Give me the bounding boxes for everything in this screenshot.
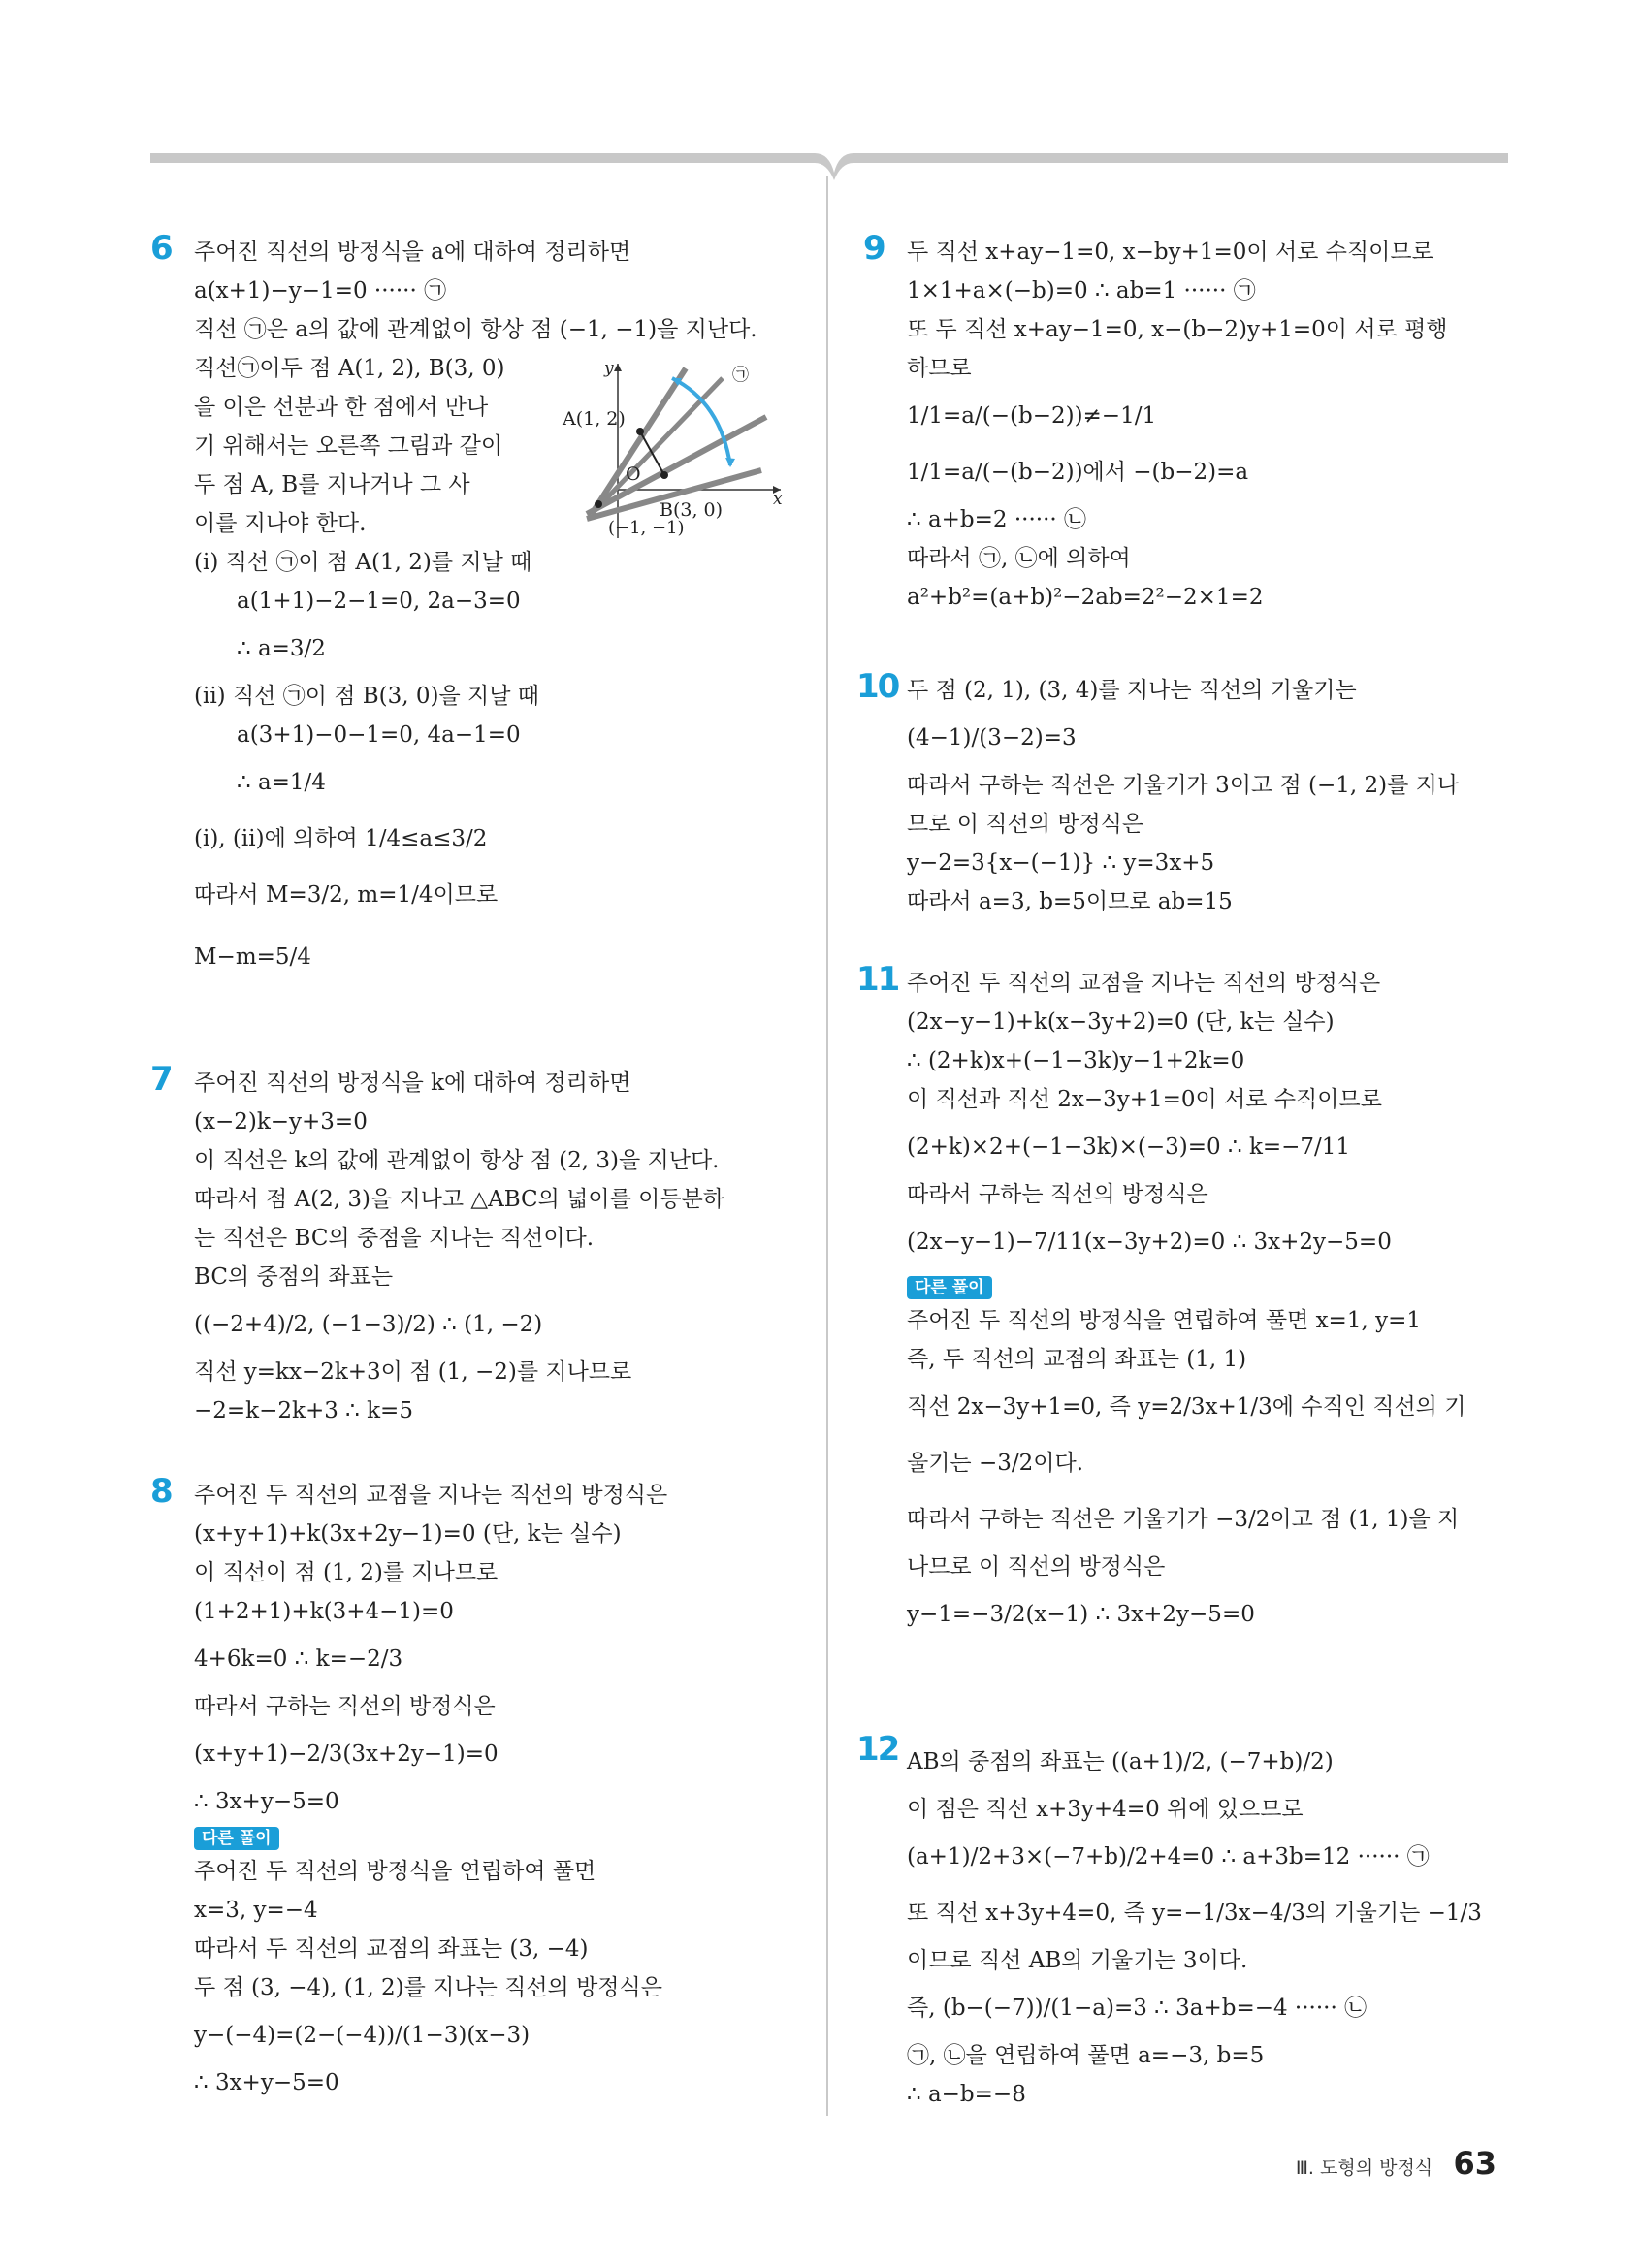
problem-11 bbox=[856, 960, 1508, 1643]
text-line: y−(−4)=(2−(−4))/(1−3)(x−3) bbox=[194, 2023, 531, 2048]
text-line: x=3, y=−4 bbox=[194, 1898, 318, 1923]
text-line: −2=k−2k+3 ∴ k=5 bbox=[194, 1398, 413, 1423]
text-line: (4−1)/(3−2)=3 bbox=[907, 725, 1077, 751]
problem-10 bbox=[856, 667, 1508, 921]
text-line: (x−2)k−y+3=0 bbox=[194, 1109, 368, 1134]
text-line: 따라서 구하는 직선은 기울기가 −3/2이고 점 (1, 1)을 지 bbox=[907, 1507, 1460, 1532]
point-b-label: B(3, 0) bbox=[660, 499, 724, 521]
text-line: 따라서 ㉠, ㉡에 의하여 bbox=[907, 546, 1131, 571]
text-line: ∴ 3x+y−5=0 bbox=[194, 1789, 339, 1814]
text-line: 1×1+a×(−b)=0 ∴ ab=1 ······ ㉠ bbox=[907, 278, 1256, 303]
text-line: 하므로 bbox=[907, 356, 972, 381]
text-line: a(1+1)−2−1=0, 2a−3=0 bbox=[237, 589, 521, 614]
text-line: 또 두 직선 x+ay−1=0, x−(b−2)y+1=0이 서로 평행 bbox=[907, 317, 1448, 342]
text-line: 따라서 a=3, b=5이므로 ab=15 bbox=[907, 889, 1233, 914]
text-line: 두 직선 x+ay−1=0, x−by+1=0이 서로 수직이므로 bbox=[907, 240, 1433, 265]
top-divider-bar bbox=[150, 144, 1508, 182]
text-line: 직선 y=kx−2k+3이 점 (1, −2)를 지나므로 bbox=[194, 1359, 632, 1385]
text-line: 두 점 (2, 1), (3, 4)를 지나는 직선의 기울기는 bbox=[907, 678, 1357, 703]
text-line: 즉, 두 직선의 교점의 좌표는 (1, 1) bbox=[907, 1347, 1247, 1372]
point-a-label: A(1, 2) bbox=[563, 408, 626, 430]
text-line: 직선 ㉠은 a의 값에 관계없이 항상 점 (−1, −1)을 지난다. bbox=[194, 317, 757, 342]
text-line: (2x−y−1)+k(x−3y+2)=0 (단, k는 실수) bbox=[907, 1009, 1335, 1035]
text-line: 주어진 직선의 방정식을 a에 대하여 정리하면 bbox=[194, 240, 631, 265]
text-line: ∴ 3x+y−5=0 bbox=[194, 2070, 339, 2095]
text-line: 이 직선이 점 (1, 2)를 지나므로 bbox=[194, 1560, 499, 1585]
text-line: a²+b²=(a+b)²−2ab=2²−2×1=2 bbox=[907, 585, 1264, 610]
text-line: 따라서 구하는 직선은 기울기가 3이고 점 (−1, 2)를 지나 bbox=[907, 773, 1460, 798]
text-line: ∴ a=3/2 bbox=[237, 636, 326, 661]
text-line: (ⅰ), (ⅱ)에 의하여 1/4≤a≤3/2 bbox=[194, 826, 488, 851]
text-line: 두 점 (3, −4), (1, 2)를 지나는 직선의 방정식은 bbox=[194, 1975, 662, 2000]
text-line: ∴ a−b=−8 bbox=[907, 2082, 1026, 2107]
text-line: 1/1=a/(−(b−2))≠−1/1 bbox=[907, 403, 1157, 429]
text-line: 따라서 M=3/2, m=1/4이므로 bbox=[194, 882, 499, 908]
text-line: 나므로 이 직선의 방정식은 bbox=[907, 1554, 1166, 1580]
text-line: 주어진 두 직선의 방정식을 연립하여 풀면 bbox=[194, 1859, 596, 1884]
problem-number: 11 bbox=[856, 960, 899, 999]
text-line: 기 위해서는 오른쪽 그림과 같이 bbox=[194, 433, 503, 459]
problem-9 bbox=[863, 229, 1508, 617]
text-line: 즉, (b−(−7))/(1−a)=3 ∴ 3a+b=−4 ······ ㉡ bbox=[907, 1996, 1368, 2021]
origin-label: O bbox=[626, 463, 641, 485]
text-line: 직선㉠이두 점 A(1, 2), B(3, 0) bbox=[194, 356, 505, 381]
text-line: 두 점 A, B를 지나거나 그 사 bbox=[194, 472, 470, 497]
text-line: 주어진 두 직선의 방정식을 연립하여 풀면 x=1, y=1 bbox=[907, 1308, 1421, 1333]
text-line: 주어진 직선의 방정식을 k에 대하여 정리하면 bbox=[194, 1070, 631, 1096]
text-line: (ⅱ) 직선 ㉠이 점 B(3, 0)을 지날 때 bbox=[194, 684, 540, 709]
text-line: 4+6k=0 ∴ k=−2/3 bbox=[194, 1646, 403, 1672]
text-line: (a+1)/2+3×(−7+b)/2+4=0 ∴ a+3b=12 ······ ㉠ bbox=[907, 1844, 1430, 1869]
alt-solution-badge: 다른 풀이 bbox=[194, 1827, 279, 1850]
text-line: y−1=−3/2(x−1) ∴ 3x+2y−5=0 bbox=[907, 1602, 1255, 1627]
page-footer bbox=[1296, 2145, 1497, 2182]
column-divider bbox=[826, 176, 828, 2116]
text-line: 이를 지나야 한다. bbox=[194, 511, 367, 536]
text-line: ((−2+4)/2, (−1−3)/2) ∴ (1, −2) bbox=[194, 1312, 543, 1337]
text-line: y−2=3{x−(−1)} ∴ y=3x+5 bbox=[907, 850, 1215, 876]
problem-6 bbox=[150, 229, 795, 991]
text-line: 또 직선 x+3y+4=0, 즉 y=−1/3x−4/3의 기울기는 −1/3 bbox=[907, 1901, 1482, 1926]
text-line: BC의 중점의 좌표는 bbox=[194, 1264, 394, 1290]
text-line: (2+k)×2+(−1−3k)×(−3)=0 ∴ k=−7/11 bbox=[907, 1134, 1351, 1160]
text-line: (ⅰ) 직선 ㉠이 점 A(1, 2)를 지날 때 bbox=[194, 550, 532, 575]
problem-8 bbox=[150, 1472, 795, 2102]
circle-mark-label: ㉠ bbox=[732, 366, 749, 385]
text-line: 따라서 구하는 직선의 방정식은 bbox=[194, 1694, 496, 1719]
problem-number: 8 bbox=[150, 1472, 172, 1511]
text-line: a(3+1)−0−1=0, 4a−1=0 bbox=[237, 722, 521, 748]
text-line: 따라서 점 A(2, 3)을 지나고 △ABC의 넓이를 이등분하 bbox=[194, 1187, 725, 1212]
page-number: 63 bbox=[1453, 2145, 1497, 2182]
text-line: 직선 2x−3y+1=0, 즉 y=2/3x+1/3에 수직인 직선의 기 bbox=[907, 1394, 1466, 1420]
text-line: 주어진 두 직선의 교점을 지나는 직선의 방정식은 bbox=[907, 971, 1381, 996]
text-line: 을 이은 선분과 한 점에서 만나 bbox=[194, 395, 489, 420]
text-line: (1+2+1)+k(3+4−1)=0 bbox=[194, 1599, 454, 1624]
line-graph-figure bbox=[558, 359, 781, 543]
text-line: 따라서 두 직선의 교점의 좌표는 (3, −4) bbox=[194, 1936, 589, 1962]
text-line: a(x+1)−y−1=0 ······ ㉠ bbox=[194, 278, 447, 303]
text-line: 이므로 직선 AB의 기울기는 3이다. bbox=[907, 1948, 1248, 1973]
problem-number: 6 bbox=[150, 229, 172, 268]
text-line: (x+y+1)−2/3(3x+2y−1)=0 bbox=[194, 1741, 499, 1767]
text-line: 는 직선은 BC의 중점을 지나는 직선이다. bbox=[194, 1226, 595, 1251]
section-title: Ⅲ. 도형의 방정식 bbox=[1295, 2157, 1433, 2179]
text-line: 주어진 두 직선의 교점을 지나는 직선의 방정식은 bbox=[194, 1483, 668, 1508]
text-line: (x+y+1)+k(3x+2y−1)=0 (단, k는 실수) bbox=[194, 1521, 622, 1547]
text-line: 이 직선과 직선 2x−3y+1=0이 서로 수직이므로 bbox=[907, 1087, 1382, 1112]
problem-12 bbox=[856, 1730, 1508, 2114]
point-p-label: (−1, −1) bbox=[608, 518, 685, 538]
alt-solution-badge: 다른 풀이 bbox=[907, 1276, 992, 1299]
text-line: 이 직선은 k의 값에 관계없이 항상 점 (2, 3)을 지난다. bbox=[194, 1148, 720, 1173]
text-line: 따라서 구하는 직선의 방정식은 bbox=[907, 1182, 1208, 1207]
y-axis-label: y bbox=[604, 359, 614, 378]
problem-number: 10 bbox=[856, 667, 899, 706]
text-line: 울기는 −3/2이다. bbox=[907, 1451, 1083, 1476]
problem-number: 9 bbox=[863, 229, 885, 268]
text-line: ∴ (2+k)x+(−1−3k)y−1+2k=0 bbox=[907, 1048, 1245, 1073]
text-line: ∴ a+b=2 ······ ㉡ bbox=[907, 507, 1087, 532]
problem-7 bbox=[150, 1060, 795, 1430]
x-axis-label: x bbox=[773, 490, 783, 509]
text-line: 이 점은 직선 x+3y+4=0 위에 있으므로 bbox=[907, 1797, 1304, 1822]
text-line: (2x−y−1)−7/11(x−3y+2)=0 ∴ 3x+2y−5=0 bbox=[907, 1230, 1392, 1255]
text-line: ∴ a=1/4 bbox=[237, 770, 326, 795]
text-line: 1/1=a/(−(b−2))에서 −(b−2)=a bbox=[907, 460, 1249, 485]
problem-number: 7 bbox=[150, 1060, 172, 1099]
text-line: M−m=5/4 bbox=[194, 944, 311, 970]
text-line: ㉠, ㉡을 연립하여 풀면 a=−3, b=5 bbox=[907, 2043, 1265, 2068]
problem-number: 12 bbox=[856, 1730, 899, 1769]
text-line: AB의 중점의 좌표는 ((a+1)/2, (−7+b)/2) bbox=[907, 1749, 1334, 1774]
text-line: 므로 이 직선의 방정식은 bbox=[907, 812, 1144, 837]
